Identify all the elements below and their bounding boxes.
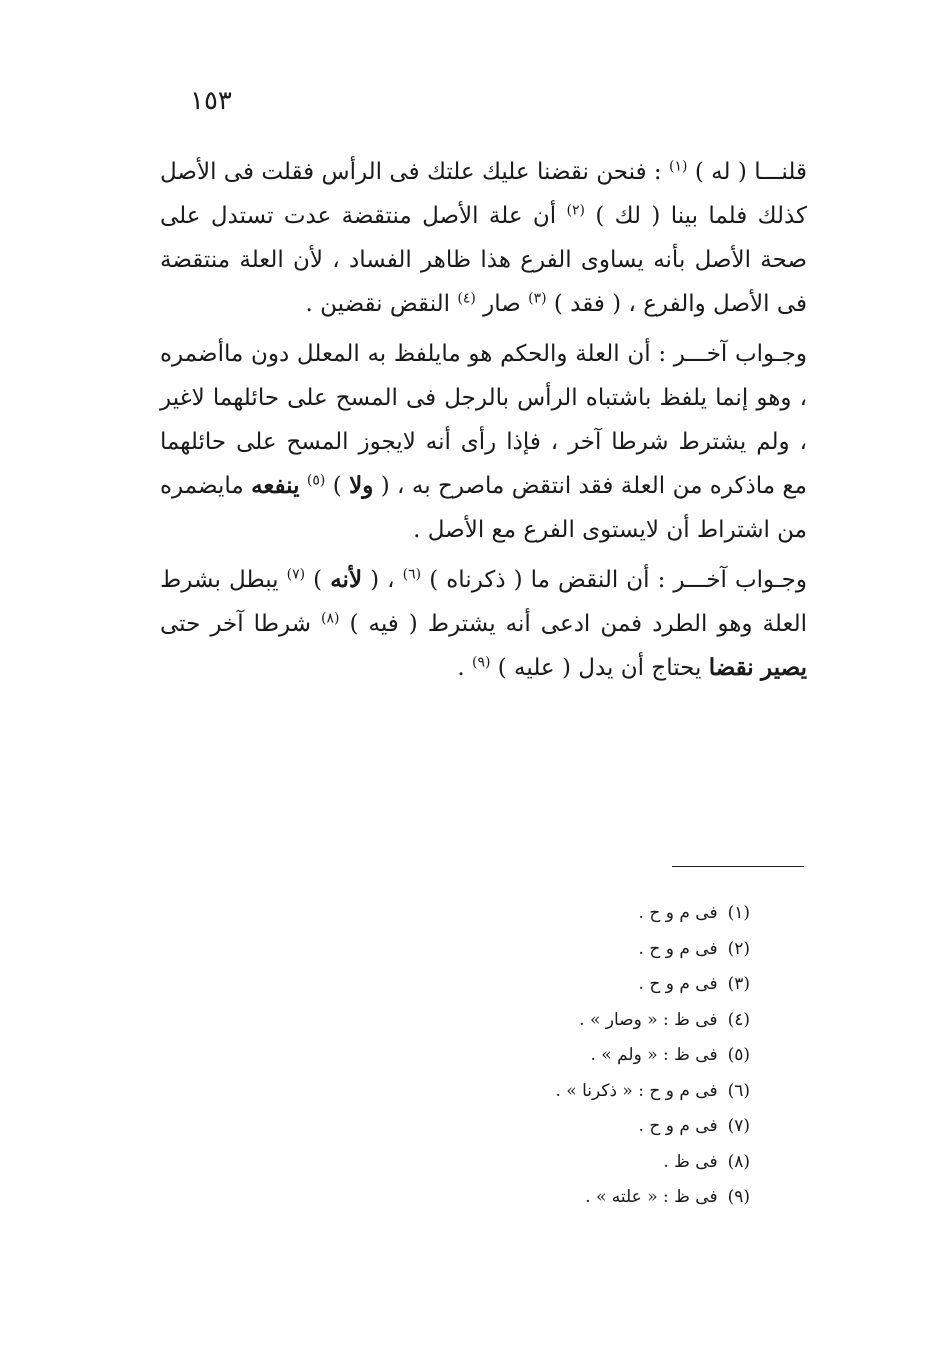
footnote-item [440,1145,750,1181]
footnote-number: (٧) [727,1116,750,1136]
footnote-text: فى ظ : « علته » . [585,1187,718,1207]
paragraph [160,150,807,326]
footnote-item [440,1038,750,1074]
text-run: وجـواب آخـــر : أن العلة والحكم هو مايلفظ به المعلل دون ماأضمره ، وهو إنما يلفظ باشتباه الرأس بالرجل فى المسح على حائلهما لاغير ، ولم يشترط شرطا آخر ، فإذا رأى أنه لايجوز المسح على حائلهما مع ماذكره من العلة فقد انتقض ماصرح به ، ( [160,341,807,499]
text-run: النقض نقضين . [305,291,458,317]
footnote-number: (١) [727,903,750,923]
page-number: ١٥٣ [190,86,232,116]
footnote-marker: (٨) [321,610,340,627]
text-run: صار [475,291,529,317]
footnote-marker: (٩) [471,654,491,671]
bold-word: نقضا [708,654,754,681]
text-run: وجـواب آخـــر : أن النقض ما ( ذكرناه ) [421,567,807,593]
footnote-text: فى م و ح : « ذكرنا » . [555,1080,718,1101]
footnote-text: فى ظ : « ولم » . [590,1045,718,1065]
footnote-marker: (١) [669,158,688,175]
footnote-marker: (٥) [306,472,326,489]
footnote-number: (٩) [727,1187,750,1207]
footnote-item [440,1003,750,1039]
bold-word: ولا [349,472,374,499]
footnote-number: (٤) [727,1009,750,1030]
footnote-marker: (٤) [457,290,476,307]
text-run [300,473,307,499]
footnote-item [440,1180,750,1216]
footnote-text: فى م و ح . [638,974,718,994]
text-run: ) [325,473,350,499]
footnote-number: (٢) [727,938,750,959]
footnote-item [440,967,750,1003]
footnote-marker: (٧) [286,566,306,583]
bold-word: يصير [761,654,807,681]
footnote-number: (٦) [727,1080,750,1101]
paragraph [160,558,807,690]
text-run: مايضمره من اشتراط أن لايستوى الفرع مع الأصل . [160,473,807,543]
footnote-marker: (٣) [528,290,547,307]
bold-word: ينفعه [251,472,300,499]
main-text [160,150,807,690]
footnote-divider [672,866,804,867]
footnote-marker: (٢) [566,202,585,219]
text-run: ) [305,567,331,593]
footnote-item [440,1074,750,1110]
footnotes-list [440,896,750,1216]
footnote-text: فى ظ . [663,1151,718,1172]
text-run: يبطل بشرط العلة وهو الطرد فمن ادعى أنه يشترط ( فيه ) [160,567,807,637]
text-run: شرطا آخر حتى [160,611,321,637]
bold-word: لأنه [330,566,363,593]
footnote-text: فى م و ح . [638,903,718,923]
footnote-number: (٥) [727,1045,750,1065]
footnote-item [440,1109,750,1145]
footnote-text: فى م و ح . [638,1116,718,1136]
footnote-text: فى ظ : « وصار » . [579,1009,718,1030]
text-run: يحتاج أن يدل ( عليه ) [490,655,709,681]
text-run: ، ( [362,567,403,593]
footnote-number: (٨) [727,1151,750,1172]
text-run: قلنـــا ( له ) [687,159,807,185]
footnote-item [440,896,750,932]
text-run [754,655,761,681]
footnote-marker: (٦) [402,566,422,583]
text-run: : فنحن نقضنا عليك علتك فى الرأس فقلت فى الأصل كذلك فلما بينا ( لك ) [160,159,807,229]
text-run: أن علة الأصل منتقضة عدت تستدل على صحة الأصل بأنه يساوى الفرع هذا ظاهر الفساد ، لأن العلة منتقضة فى الأصل والفرع ، ( فقد ) [160,203,807,317]
footnote-item [440,932,750,968]
paragraph [160,332,807,552]
text-run: . [457,655,472,681]
footnote-text: فى م و ح . [638,938,718,959]
footnote-number: (٣) [727,974,750,994]
